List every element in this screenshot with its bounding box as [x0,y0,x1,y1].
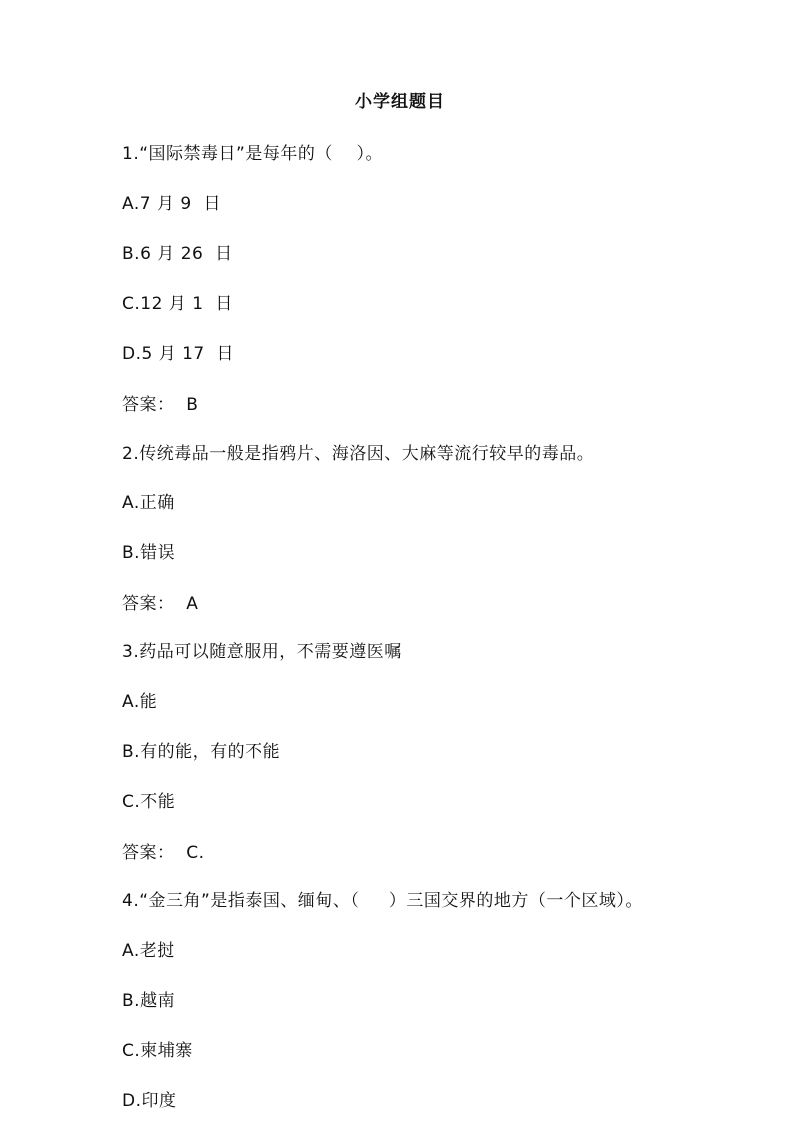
question-2-stem: 2.传统毒品一般是指鸦片、海洛因、大麻等流行较早的毒品。 [122,444,595,464]
question-4-stem: 4.“金三角”是指泰国、缅甸、（ ）三国交界的地方（一个区域）。 [122,891,643,911]
question-2-option-b: B.错误 [122,543,176,563]
question-3-option-c: C.不能 [122,792,176,812]
question-4-option-c: C.柬埔寨 [122,1041,193,1061]
question-1-option-a: A.7 月 9 日 [122,194,221,214]
question-4-option-d: D.印度 [122,1091,177,1111]
question-4-option-b: B.越南 [122,991,176,1011]
question-3-option-a: A.能 [122,692,158,712]
question-4-option-a: A.老挝 [122,941,175,961]
page-title: 小学组题目 [355,92,445,112]
question-2-option-a: A.正确 [122,493,175,513]
question-3-option-b: B.有的能，有的不能 [122,742,281,762]
question-1-option-d: D.5 月 17 日 [122,344,235,364]
question-1-option-b: B.6 月 26 日 [122,244,233,264]
question-2-answer: 答案： A [122,594,199,614]
question-1-option-c: C.12 月 1 日 [122,294,233,314]
question-1-stem: 1.“国际禁毒日”是每年的（ ）。 [122,144,383,164]
question-3-answer: 答案： C. [122,843,205,863]
question-1-answer: 答案： B [122,395,199,415]
question-3-stem: 3.药品可以随意服用，不需要遵医嘱 [122,642,402,662]
